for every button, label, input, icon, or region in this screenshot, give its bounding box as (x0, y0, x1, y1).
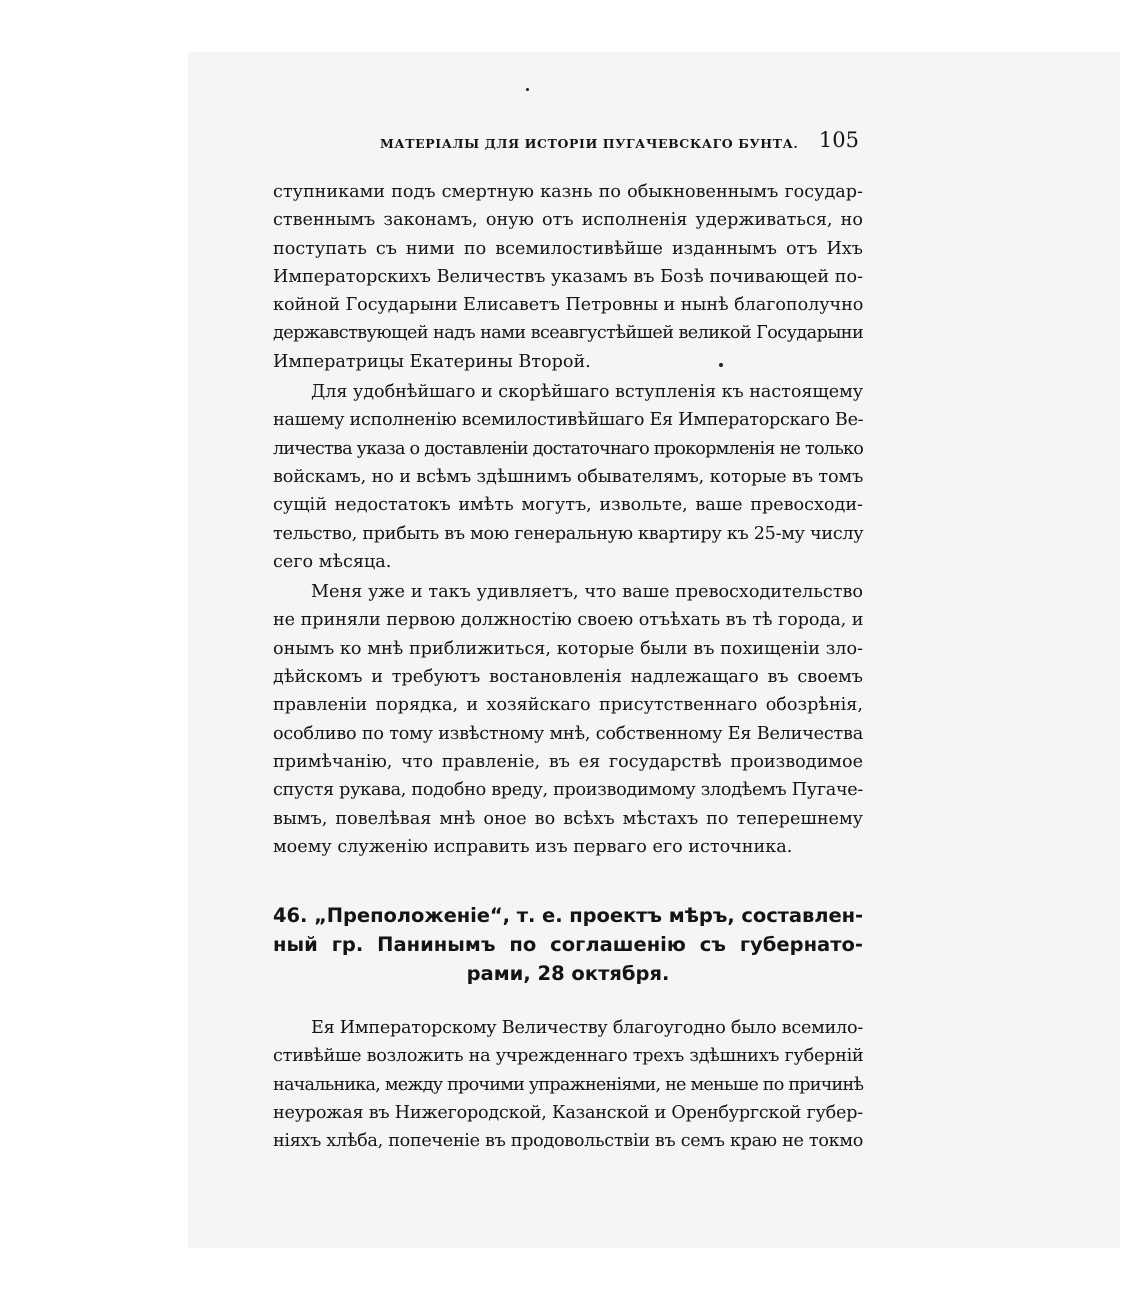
text-line: сего мѣсяца. (273, 551, 392, 572)
page-number: 105 (818, 128, 859, 152)
text-line: ственнымъ законамъ, оную отъ исполненія удерживаться, но (273, 210, 863, 231)
text-line: ніяхъ хлѣба, попеченіе въ продовольствіи въ семъ краю не токмо (273, 1131, 863, 1152)
text-line: дѣйскомъ и требуютъ востановленія надлежащаго въ своемъ (273, 667, 863, 688)
paragraph-3 (273, 578, 863, 861)
text-line: личества указа о доставленіи достаточнаго прокормленія не только (273, 438, 864, 459)
text-line: Ея Императорскому Величеству благоугодно было всемило- (311, 1018, 864, 1039)
text-line: начальника, между прочими упражненіями, не меньше по причинѣ (273, 1074, 864, 1095)
paragraph-1 (273, 178, 863, 376)
text-line: Меня уже и такъ удивляетъ, что ваше превосходительство (311, 582, 863, 603)
section-heading (273, 901, 863, 988)
text-line: тельство, прибыть въ мою генеральную квартиру къ 25-му числу (273, 523, 864, 544)
heading-line: 46. „Преположеніе“, т. е. проектъ мѣръ, составлен- (273, 904, 863, 928)
text-line: сущій недостатокъ имѣть могутъ, извольте, ваше превосходи- (273, 495, 863, 516)
text-line: державствующей надъ нами всеавгустѣйшей великой Государыни (273, 323, 864, 344)
heading-line: рами, 28 октября. (466, 962, 670, 986)
text-line: поступать съ ними по всемилостивѣйше изданнымъ отъ Ихъ (273, 238, 863, 259)
text-line: Для удобнѣйшаго и скорѣйшаго вступленія къ настоящему (311, 382, 863, 403)
text-line: Императрицы Екатерины Второй. (273, 351, 591, 372)
text-line: не приняли первою должностію своею отъѣхать въ тѣ города, и (273, 610, 864, 631)
text-line: войскамъ, но и всѣмъ здѣшнимъ обывателямъ, которые въ томъ (273, 466, 864, 487)
book-page (273, 128, 863, 1156)
text-line: примѣчанію, что правленіе, въ ея государствѣ производимое (273, 751, 863, 772)
text-line: Императорскихъ Величествъ указамъ въ Бозѣ почивающей по- (273, 266, 863, 287)
text-line: нашему исполненію всемилостивѣйшаго Ея Императорскаго Ве- (273, 410, 864, 431)
paragraph-2 (273, 378, 863, 576)
text-line: ступниками подъ смертную казнь по обыкновеннымъ государ- (273, 182, 863, 202)
text-line: вымъ, повелѣвая мнѣ оное во всѣхъ мѣстахъ по теперешнему (273, 808, 863, 829)
text-line: стивѣйше возложить на учрежденнаго трехъ здѣшнихъ губерній (273, 1046, 864, 1067)
ink-speck (526, 88, 529, 91)
running-header (273, 128, 863, 160)
heading-line: ный гр. Панинымъ по соглашенію съ губернато- (273, 933, 863, 957)
text-line: моему служенію исправить изъ перваго его источника. (273, 836, 793, 857)
paragraph-4 (273, 1014, 863, 1155)
text-line: особливо по тому извѣстному мнѣ, собственному Ея Величества (273, 723, 863, 744)
text-line: правленіи порядка, и хозяйскаго присутственнаго обозрѣнія, (273, 695, 863, 716)
text-line: онымъ ко мнѣ приближиться, которые были въ похищеніи зло- (273, 638, 863, 659)
text-line: неурожая въ Нижегородской, Казанской и Оренбургской губер- (273, 1103, 863, 1124)
running-title: МАТЕРІАЛЫ ДЛЯ ИСТОРІИ ПУГАЧЕВСКАГО БУНТА. (380, 136, 799, 151)
text-line: койной Государыни Елисаветъ Петровны и нынѣ благополучно (273, 295, 864, 316)
text-line: спустя рукава, подобно вреду, производимому злодѣемъ Пугаче- (273, 780, 864, 801)
